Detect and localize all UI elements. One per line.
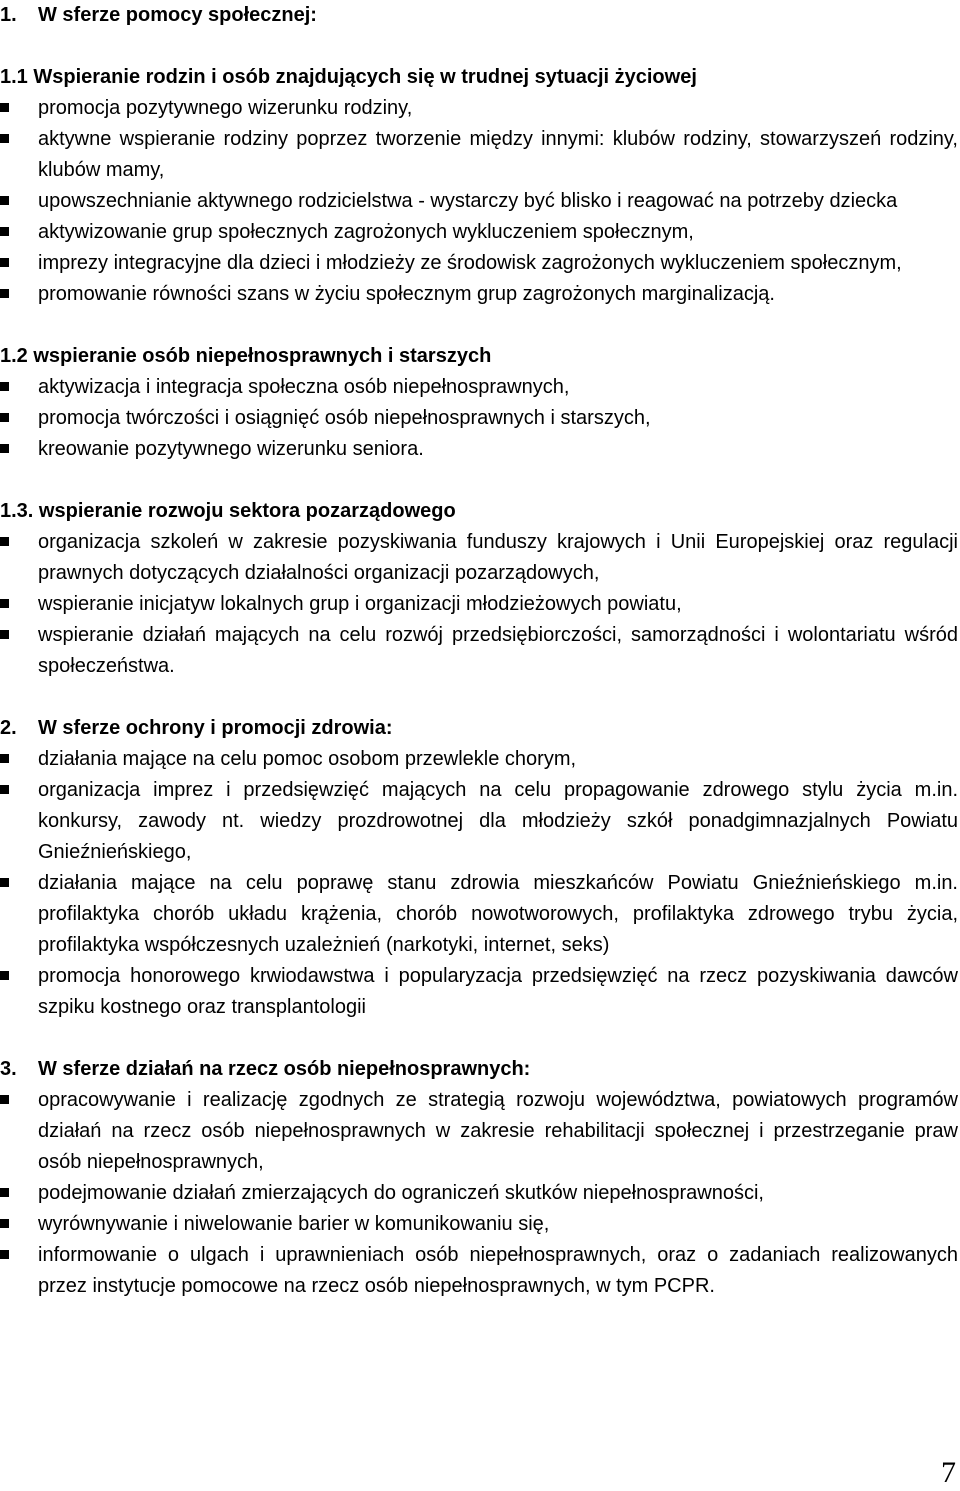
section-title: W sferze działań na rzecz osób niepełnosprawnych: bbox=[38, 1058, 531, 1080]
subsection-number: 1.2 bbox=[0, 345, 28, 367]
list-item: wyrównywanie i niwelowanie barier w komunikowaniu się, bbox=[0, 1209, 958, 1240]
list-item: wspieranie działań mających na celu rozwój przedsiębiorczości, samorządności i wolontariatu wśród społeczeństwa. bbox=[0, 620, 958, 682]
list-item: kreowanie pozytywnego wizerunku seniora. bbox=[0, 434, 958, 465]
list-item: organizacja imprez i przedsięwzięć mających na celu propagowanie zdrowego stylu życia m.in. konkursy, zawody nt. wiedzy prozdrowotnej dla młodzieży szkół ponadgimnazjalnych Powiatu Gnieźnieńskiego, bbox=[0, 775, 958, 868]
list-item: promowanie równości szans w życiu społecznym grup zagrożonych marginalizacją. bbox=[0, 279, 958, 310]
section-3-heading bbox=[0, 1054, 958, 1085]
square-bullet-icon bbox=[0, 103, 9, 112]
page-number: 7 bbox=[941, 1456, 956, 1489]
square-bullet-icon bbox=[0, 134, 9, 143]
section-3-list bbox=[0, 1085, 958, 1302]
list-item: działania mające na celu pomoc osobom przewlekle chorym, bbox=[0, 744, 958, 775]
square-bullet-icon bbox=[0, 599, 9, 608]
list-item: podejmowanie działań zmierzających do ograniczeń skutków niepełnosprawności, bbox=[0, 1178, 958, 1209]
square-bullet-icon bbox=[0, 444, 9, 453]
square-bullet-icon bbox=[0, 1095, 9, 1104]
square-bullet-icon bbox=[0, 196, 9, 205]
subsection-number: 1.1 bbox=[0, 66, 28, 88]
square-bullet-icon bbox=[0, 382, 9, 391]
subsection-title: wspieranie osób niepełnosprawnych i starszych bbox=[33, 345, 492, 367]
subsection-1-2-list bbox=[0, 372, 958, 465]
list-item: wspieranie inicjatyw lokalnych grup i organizacji młodzieżowych powiatu, bbox=[0, 589, 958, 620]
square-bullet-icon bbox=[0, 754, 9, 763]
square-bullet-icon bbox=[0, 971, 9, 980]
list-item: imprezy integracyjne dla dzieci i młodzieży ze środowisk zagrożonych wykluczeniem społecznym, bbox=[0, 248, 958, 279]
square-bullet-icon bbox=[0, 785, 9, 794]
square-bullet-icon bbox=[0, 289, 9, 298]
section-title: W sferze ochrony i promocji zdrowia: bbox=[38, 717, 393, 739]
square-bullet-icon bbox=[0, 1219, 9, 1228]
list-item: opracowywanie i realizację zgodnych ze strategią rozwoju województwa, powiatowych programów działań na rzecz osób niepełnosprawnych w zakresie rehabilitacji społecznej i przestrzeganie praw osób niepełnosprawnych, bbox=[0, 1085, 958, 1178]
list-item: organizacja szkoleń w zakresie pozyskiwania funduszy krajowych i Unii Europejskiej oraz regulacji prawnych dotyczących działalności organizacji pozarządowych, bbox=[0, 527, 958, 589]
list-item: upowszechnianie aktywnego rodzicielstwa - wystarczy być blisko i reagować na potrzeby dziecka bbox=[0, 186, 958, 217]
subsection-1-2-heading bbox=[0, 341, 958, 372]
section-number: 1. bbox=[0, 4, 17, 26]
list-item: informowanie o ulgach i uprawnieniach osób niepełnosprawnych, oraz o zadaniach realizowanych przez instytucje pomocowe na rzecz osób niepełnosprawnych, w tym PCPR. bbox=[0, 1240, 958, 1302]
square-bullet-icon bbox=[0, 258, 9, 267]
list-item: aktywne wspieranie rodziny poprzez tworzenie między innymi: klubów rodziny, stowarzyszeń rodziny, klubów mamy, bbox=[0, 124, 958, 186]
section-number: 2. bbox=[0, 717, 17, 739]
section-2-list bbox=[0, 744, 958, 1023]
square-bullet-icon bbox=[0, 1188, 9, 1197]
square-bullet-icon bbox=[0, 1250, 9, 1259]
list-item: działania mające na celu poprawę stanu zdrowia mieszkańców Powiatu Gnieźnieńskiego m.in. profilaktyka chorób układu krążenia, chorób nowotworowych, profilaktyka zdrowego trybu życia, profilaktyka współczesnych uzależnień (narkotyki, internet, seks) bbox=[0, 868, 958, 961]
section-number: 3. bbox=[0, 1058, 17, 1080]
square-bullet-icon bbox=[0, 630, 9, 639]
square-bullet-icon bbox=[0, 878, 9, 887]
subsection-1-3-heading bbox=[0, 496, 958, 527]
subsection-1-3-list bbox=[0, 527, 958, 682]
list-item: promocja twórczości i osiągnięć osób niepełnosprawnych i starszych, bbox=[0, 403, 958, 434]
section-title: W sferze pomocy społecznej: bbox=[38, 4, 317, 26]
subsection-1-1-list bbox=[0, 93, 958, 310]
list-item: aktywizacja i integracja społeczna osób niepełnosprawnych, bbox=[0, 372, 958, 403]
section-1-heading bbox=[0, 0, 958, 31]
subsection-number: 1.3. bbox=[0, 500, 34, 522]
list-item: aktywizowanie grup społecznych zagrożonych wykluczeniem społecznym, bbox=[0, 217, 958, 248]
square-bullet-icon bbox=[0, 227, 9, 236]
subsection-1-1-heading bbox=[0, 62, 958, 93]
square-bullet-icon bbox=[0, 537, 9, 546]
section-2-heading bbox=[0, 713, 958, 744]
subsection-title: Wspieranie rodzin i osób znajdujących się w trudnej sytuacji życiowej bbox=[33, 66, 697, 88]
list-item: promocja pozytywnego wizerunku rodziny, bbox=[0, 93, 958, 124]
subsection-title: wspieranie rozwoju sektora pozarządowego bbox=[38, 500, 456, 522]
square-bullet-icon bbox=[0, 413, 9, 422]
list-item: promocja honorowego krwiodawstwa i popularyzacja przedsięwzięć na rzecz pozyskiwania dawców szpiku kostnego oraz transplantologii bbox=[0, 961, 958, 1023]
